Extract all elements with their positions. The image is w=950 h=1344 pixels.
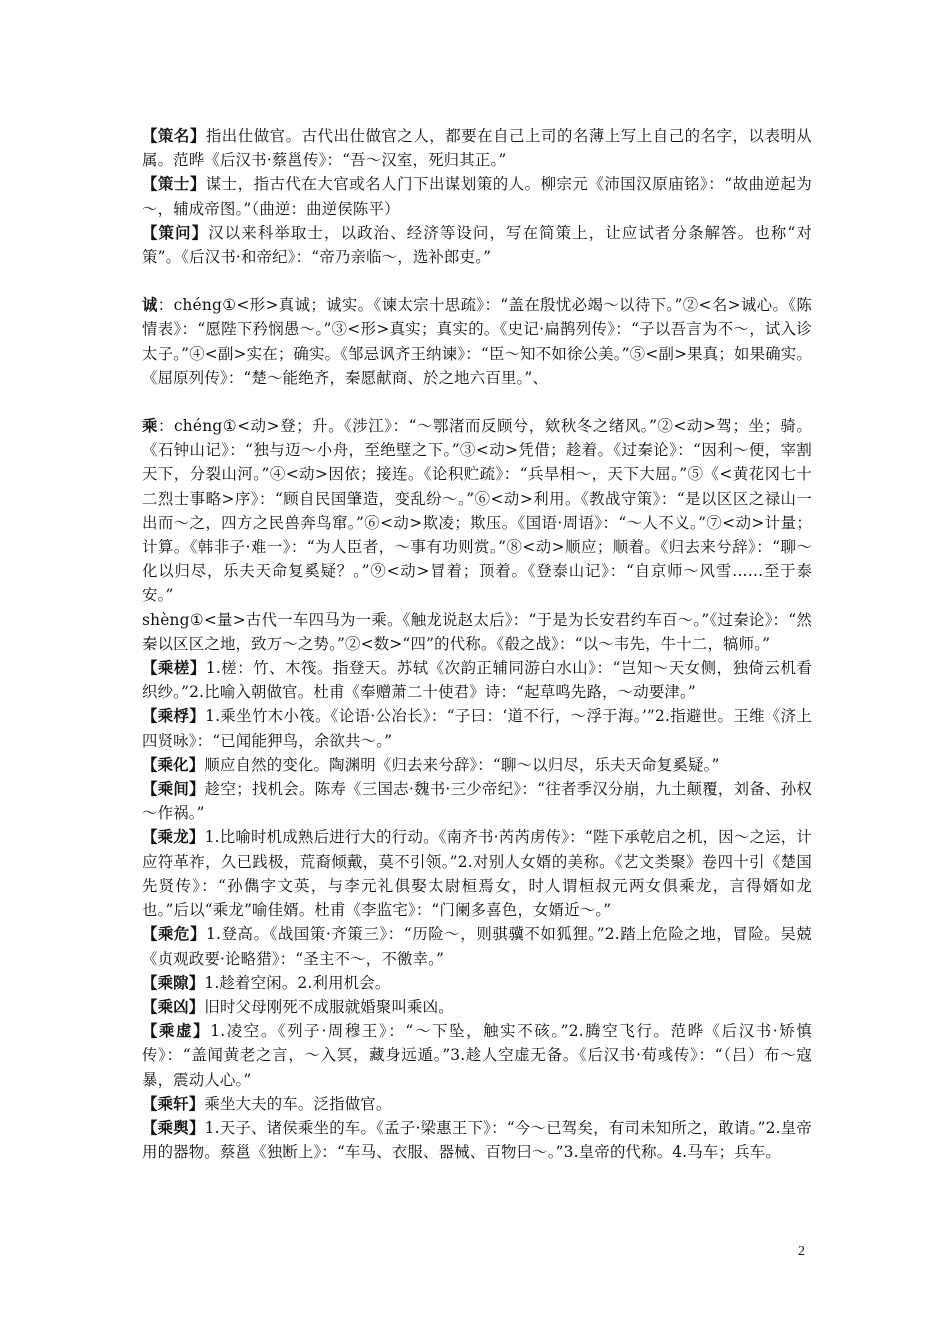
entry-chengfu	[142, 704, 812, 752]
headword: 【乘隙】	[142, 973, 205, 992]
entry-chengxiong	[142, 995, 812, 1019]
headword: 【乘间】	[142, 780, 205, 799]
definition: 1.乘坐竹木小筏。《论语·公冶长》：“子曰：‘道不行，～浮于海。’”2.指避世。王维《济上四贤咏》：“已闻能狎鸟，余欲共～。”	[142, 707, 812, 750]
definition: 1.凌空。《列子·周穆王》：“～下坠，触实不硋。”2.腾空飞行。范晔《后汉书·矫慎传》：“盖闻黄老之言，～入冥，藏身远遁。”3.趁人空虚无备。《后汉书·荀彧传》：“（吕）布～寇暴，震动人心。”	[142, 1022, 812, 1089]
definition: 汉以来科举取士，以政治、经济等设问，写在简策上，让应试者分条解答。也称“对策”。《后汉书·和帝纪》：“帝乃亲临～，选补郎吏。”	[142, 223, 812, 267]
definition: shèng①<量>古代一车四马为一乘。《触龙说赵太后》：“于是为长安君约车百～。”《过秦论》：“然秦以区区之地，致万～之势。”②<数>“四”的代称。《殽之战》：“以～韦先，牛十二，犒师。”	[142, 610, 812, 653]
headword: 【策士】	[142, 175, 206, 194]
definition: 乘坐大夫的车。泛指做官。	[204, 1094, 392, 1113]
headword: 【乘舆】	[142, 1118, 205, 1137]
definition: 旧时父母刚死不成服就婚聚叫乘凶。	[204, 997, 454, 1016]
headword: 【乘桴】	[142, 707, 206, 726]
entry-chenghua	[142, 753, 812, 777]
definition: 1.登高。《战国策·齐策三》：“历险～，则骐骥不如狐狸。”2.踏上危险之地，冒险。吴兢《贞观政要·论略猎》：“圣主不～，不徼幸。”	[142, 925, 812, 968]
definition: 1.槎：竹、木筏。指登天。苏轼《次韵正辅同游白水山》：“岂知～天女侧，独倚云机看织纱。”2.比喻入朝做官。杜甫《奉赠萧二十使君》诗：“起草鸣先路，～动要津。”	[142, 659, 812, 702]
definition: 1.天子、诸侯乘坐的车。《孟子·梁惠王下》：“今～已驾矣，有司未知所之，敢请。”2.皇帝用的器物。蔡邕《独断上》：“车马、衣服、器械、百物曰～。”3.皇帝的代称。4.马车；兵车。	[142, 1118, 812, 1162]
headword: 乘	[142, 417, 158, 436]
entry-ceshi	[142, 172, 812, 220]
definition: ：chéng①<动>登；升。《涉江》：“～鄂渚而反顾兮，欸秋冬之绪风。”②<动>驾；坐；骑。《石钟山记》：“独与迈～小舟，至绝壁之下。”③<动>凭借；趁着。《过秦论》：“因利～便，宰割天下，分裂山河。”④<动>因依；接连。《论积贮疏》：“兵旱相～，天下大屈。”⑤《<黄花冈七十二烈士事略>序》：“顾自民国肇造，变乱纷～。”⑥<动>利用。《教战守策》：“是以区区之禄山一出而～之，四方之民兽奔鸟窜。”⑥<动>欺凌；欺压。《国语·周语》：“～人不义。”⑦<动>计量；计算。《韩非子·难一》：“为人臣者，～事有功则赏。”⑧<动>顺应；顺着。《归去来兮辞》：“聊～化以归尽，乐夫天命复奚疑？。”⑨<动>冒着；顶着。《登泰山记》：“自京师～风雪……至于泰安。”	[142, 417, 812, 605]
headword: 【乘虚】	[142, 1022, 211, 1041]
definition: 指出仕做官。古代出仕做官之人，都要在自己上司的名薄上写上自己的名字，以表明从属。范晔《后汉书·蔡邕传》：“吾～汉室，死归其正。”	[142, 127, 812, 170]
page-number: 2	[798, 1244, 805, 1259]
entry-chengyu	[142, 1116, 812, 1164]
entry-chengxuan	[142, 1092, 812, 1116]
blank-line	[142, 390, 812, 414]
entry-cewen	[142, 221, 812, 269]
blank-line	[142, 269, 812, 293]
entry-chenglong	[142, 825, 812, 922]
headword: 【乘化】	[142, 755, 205, 774]
definition: 谋士，指古代在大官或名人门下出谋划策的人。柳宗元《沛国汉原庙铭》：“故曲逆起为～，辅成帝图。”（曲逆：曲逆侯陈平）	[142, 175, 812, 218]
entry-sheng	[142, 608, 812, 656]
headword: 【乘危】	[142, 925, 207, 944]
entry-chengxu	[142, 1019, 812, 1092]
headword: 【乘槎】	[142, 659, 206, 678]
entry-chengxi	[142, 971, 812, 995]
headword: 【乘龙】	[142, 828, 205, 847]
headword: 【策问】	[142, 223, 209, 242]
entry-chengcha	[142, 656, 812, 704]
entry-chengwei	[142, 922, 812, 970]
definition: 1.趁着空闲。2.利用机会。	[204, 973, 391, 992]
headword: 【乘轩】	[142, 1094, 205, 1113]
document-body	[142, 124, 812, 1164]
headword: 【策名】	[142, 127, 206, 145]
entry-ceming	[142, 124, 812, 172]
definition: 趁空；找机会。陈寿《三国志·魏书·三少帝纪》：“往者季汉分崩，九土颠覆，刘备、孙权～作祸。”	[142, 780, 812, 823]
entry-cheng-sincere	[142, 293, 812, 390]
definition: 顺应自然的变化。陶渊明《归去来兮辞》：“聊～以归尽，乐夫天命复奚疑。”	[204, 755, 720, 774]
definition: ：chéng①<形>真诚；诚实。《谏太宗十思疏》：“盖在殷忧必竭～以待下。”②<名>诚心。《陈情表》：“愿陛下矜悯愚～。”③<形>真实；真实的。《史记·扁鹊列传》：“子以吾言为不～，试入诊太子。”④<副>实在；确实。《邹忌讽齐王纳谏》：“臣～知不如徐公美。”⑤<副>果真；如果确实。《屈原列传》：“楚～能绝齐，秦愿献商、於之地六百里。”、	[142, 296, 812, 387]
headword: 【乘凶】	[142, 997, 205, 1016]
definition: 1.比喻时机成熟后进行大的行动。《南齐书·芮芮虏传》：“陛下承乾启之机，因～之运，计应符革祚，久已践极，荒裔倾戴，莫不引领。”2.对别人女婿的美称。《艺文类聚》卷四十引《楚国先贤传》：“孙儁字文英，与李元礼俱娶太尉桓焉女，时人谓桓叔元两女俱乘龙，言得婿如龙也。”后以“乘龙”喻佳婿。杜甫《李监宅》：“门阑多喜色，女婿近～。”	[142, 828, 812, 920]
headword: 诚	[142, 296, 158, 315]
entry-cheng-ride	[142, 414, 812, 608]
entry-chengjian	[142, 777, 812, 825]
